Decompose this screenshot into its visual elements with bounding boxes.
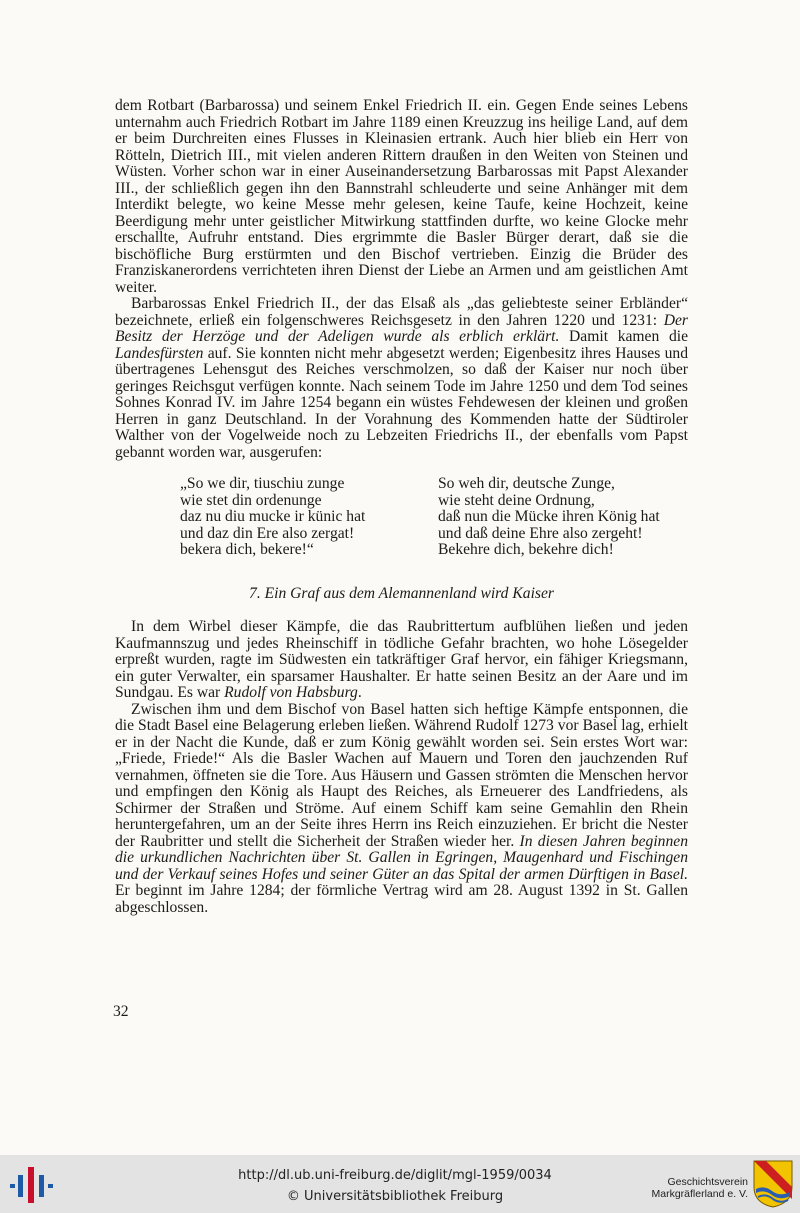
italic-text-run: Rudolf von Habsburg bbox=[224, 684, 358, 701]
footer-url-link[interactable]: http://dl.ub.uni-freiburg.de/diglit/mgl-1959/0034 bbox=[238, 1168, 552, 1183]
text-run: In dem Wirbel dieser Kämpfe, die das Raubrittertum aufblühen ließen und jeden Kaufmannszug und jedes Rheinschiff in tödliche Gefahr brachten, wo hohe Lösegelder erpreßt wurden, ragte im Südwesten ein tatkräftiger Graf hervor, ein fähiger Kriegsmann, ein guter Verwalter, ein sparsamer Haushalter. Er hatte seinen Besitz an der Aare und im Sundgau. Es war bbox=[115, 618, 688, 701]
footer-copyright: © Universitätsbibliothek Freiburg bbox=[286, 1189, 504, 1204]
ub-freiburg-logo-icon[interactable] bbox=[10, 1165, 54, 1205]
italic-text-run: Landesfürsten bbox=[115, 344, 204, 362]
viewer-footer bbox=[0, 1155, 800, 1213]
text-run: Zwischen ihm und dem Bischof von Basel hatten sich heftige Kämpfe entsponnen, die die Stadt Basel eine Belagerung erleben ließen. Während Rudolf 1273 vor Basel lag, erhielt er in der Nacht die Kunde, daß er zum König gewählt worden sei. Sein erstes Wort war: „Friede, Friede!“ Als die Basler Wachen auf Mauern und Toren den jauchzenden Ruf vernahmen, öffneten sie die Tore. Aus Häusern und Gassen strömten die Menschen hervor und empfingen den König als Haupt des Reiches, als Erneuerer des Landfriedens, als Schirmer der Straßen und Ströme. Auf einem Schiff kam seine Gemahlin den Rhein heruntergefahren, um an der Seite ihres Herrn ins Reich einzuziehen. Er bricht die Nester der Raubritter und stellt die Sicherheit der Straßen wieder her. bbox=[115, 700, 688, 850]
poem-line: wie steht deine Ordnung, bbox=[438, 491, 595, 509]
paragraph-1: dem Rotbart (Barbarossa) und seinem Enkel Friedrich II. ein. Gegen Ende seines Lebens unternahm auch Friedrich Rotbart im Jahre 1189 einen Kreuzzug ins heilige Land, auf dem er beim Durchreiten eines Flusses in Kleinasien ertrank. Auch hier blieb ein Herr von Rötteln, Dietrich III., mit vielen anderen Rittern draußen in den Weiten von Steinen und Wüsten. Vorher schon war in einer Auseinandersetzung Barbarossas mit Papst Alexander III., der schließlich gegen ihn den Bannstrahl schleuderte und seine Anhänger mit dem Interdikt belegte, wo keine Messe mehr gelesen, keine Taufe, keine Hochzeit, keine Beerdigung mehr unter geistlicher Mitwirkung stattfinden durfte, wo keine Glocke mehr erschallte, Aufruhr entstand. Dies ergrimmte die Basler Bürger derart, daß sie die bischöfliche Burg erstürmten und den Bischof vertrieben. Einzig die Brüder des Franziskanerordens verrichteten ihren Dienst der Liebe an Armen und am geistlichen Amt weiter. bbox=[115, 97, 688, 296]
italic-text-run: In diesen Jahren beginnen die urkundlichen Nachrichten über St. Gallen in Egringen, Maugenhard und Fischingen und der Verkauf seines Hofes und seiner Güter an das Spital der armen Dürftigen in Basel. bbox=[115, 832, 688, 883]
text-run: Er beginnt im Jahre 1284; der förmliche Vertrag wird am 28. August 1392 in St. Gallen abgeschlossen. bbox=[115, 882, 688, 916]
society-name-line: Geschichtsverein bbox=[667, 1176, 748, 1188]
poem-line: daß nun die Mücke ihren König hat bbox=[438, 508, 660, 525]
poem-line: und daz din Ere also zergat! bbox=[180, 524, 355, 542]
section-heading: 7. Ein Graf aus dem Alemannenland wird Kaiser bbox=[249, 584, 554, 602]
poem-line: So weh dir, deutsche Zunge, bbox=[438, 475, 615, 492]
paragraph-3 bbox=[115, 619, 688, 702]
poem-line: daz nu diu mucke ir künic hat bbox=[180, 508, 366, 525]
society-name-line: Markgräflerland e. V. bbox=[651, 1188, 748, 1200]
text-run: . bbox=[357, 684, 362, 701]
poem-line: und daß deine Ehre also zergeht! bbox=[438, 524, 643, 542]
text-run: Damit kamen die bbox=[559, 328, 688, 345]
page-number: 32 bbox=[113, 1003, 129, 1020]
italic-text-run: Der Besitz der Herzöge und der Adeligen wurde als erblich erklärt. bbox=[115, 311, 688, 345]
text-run: auf. Sie konnten nicht mehr abgesetzt werden; Eigenbesitz ihres Hauses und übertragenes Lehensgut des Reiches verschmolzen, so daß der Kaiser nur noch über geringes Reichsgut verfügen konnte. Nach seinem Tode im Jahre 1250 und dem Tod seines Sohnes Konrad IV. im Jahre 1254 begann ein wüstes Fehdewesen der kleinen und großen Herren in ganz Deutschland. In der Vorahnung des Kommenden hatte der Südtiroler Walther von der Vogelweide noch zu Lebzeiten Friedrichs II., der ebenfalls vom Papst gebannt worden war, ausgerufen: bbox=[115, 344, 688, 461]
poem-line: Bekehre dich, bekehre dich! bbox=[438, 541, 614, 558]
poem-original-column bbox=[180, 476, 430, 559]
poem-line: bekera dich, bekere!“ bbox=[180, 541, 314, 558]
poem-block bbox=[180, 476, 688, 559]
page-body-text bbox=[115, 98, 688, 916]
paragraph-4 bbox=[115, 702, 688, 917]
coat-of-arms-icon[interactable] bbox=[752, 1159, 794, 1209]
society-name bbox=[628, 1176, 748, 1200]
poem-line: „So we dir, tiuschiu zunge bbox=[180, 475, 345, 492]
poem-line: wie stet din ordenunge bbox=[180, 491, 322, 509]
text-run: Barbarossas Enkel Friedrich II., der das Elsaß als „das geliebteste seiner Erbländer“ bezeichnete, erließ ein folgenschweres Reichsgesetz in den Jahren 1220 und 1231: bbox=[115, 295, 688, 329]
paragraph-2 bbox=[115, 296, 688, 461]
poem-translation-column bbox=[438, 476, 688, 559]
